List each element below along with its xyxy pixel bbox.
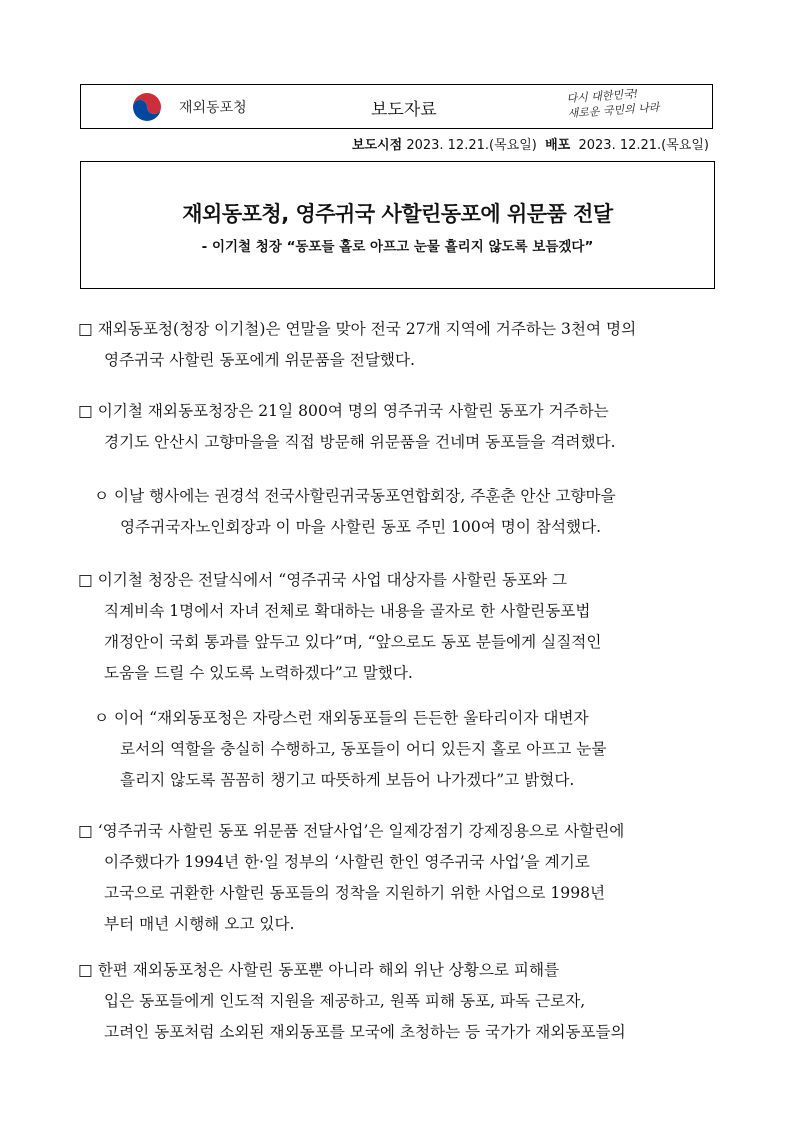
paragraph-line: 고려인 동포처럼 소외된 재외동포를 모국에 초청하는 등 국가가 재외동포들의 (104, 1023, 626, 1041)
paragraph-7 (78, 955, 718, 1048)
org-name: 재외동포청 (179, 100, 247, 116)
paragraph-line: ㅇ 이날 행사에는 권경석 전국사할린귀국동포연합회장, 주훈춘 안산 고향마을 (94, 487, 616, 505)
release-label: 보도시점 (351, 138, 403, 153)
paragraph-2 (78, 396, 718, 458)
paragraph-1 (78, 314, 718, 376)
paragraph-line: □ ‘영주귀국 사할린 동포 위문품 전달사업’은 일제강점기 강제징용으로 사할린에 (78, 822, 625, 840)
release-dates (352, 134, 709, 153)
paragraph-line: 직계비속 1명에서 자녀 전체로 확대하는 내용을 골자로 한 사할린동포법 (104, 602, 591, 620)
paragraph-line: □ 한편 재외동포청은 사할린 동포뿐 아니라 해외 위난 상황으로 피해를 (78, 961, 560, 979)
page-title: 재외동포청, 영주귀국 사할린동포에 위문품 전달 (182, 202, 613, 226)
paragraph-line: 개정안이 국회 통과를 앞두고 있다”며, “앞으로도 동포 분들에게 실질적인 (104, 633, 602, 651)
paragraph-line: 경기도 안산시 고향마을을 직접 방문해 위문품을 건네며 동포들을 격려했다. (104, 433, 616, 451)
dist-label: 배포 (545, 138, 571, 153)
dist-value: 2023. 12.21.(목요일) (578, 138, 709, 153)
release-value: 2023. 12.21.(목요일) (406, 138, 537, 153)
paragraph-line: 도움을 드릴 수 있도록 노력하겠다”고 말했다. (104, 664, 413, 682)
slogan (566, 85, 660, 121)
paragraph-line: 영주귀국 사할린 동포에게 위문품을 전달했다. (104, 351, 415, 369)
doc-type: 보도자료 (371, 100, 437, 120)
paragraph-line: □ 이기철 재외동포청장은 21일 800여 명의 영주귀국 사할린 동포가 거주하는 (78, 402, 609, 420)
slogan-line-2: 새로운 국민의 나라 (567, 100, 660, 121)
header-box (80, 84, 713, 129)
paragraph-line: □ 이기철 청장은 전달식에서 “영주귀국 사업 대상자를 사할린 동포와 그 (78, 571, 568, 589)
paragraph-line: ㅇ 이어 “재외동포청은 자랑스런 재외동포들의 든든한 울타리이자 대변자 (94, 709, 589, 727)
paragraph-line: □ 재외동포청(청장 이기철)은 연말을 맞아 전국 27개 지역에 거주하는 3천여 명의 (78, 320, 637, 338)
paragraph-5 (94, 703, 718, 796)
paragraph-line: 이주했다가 1994년 한·일 정부의 ‘사할린 한인 영주귀국 사업’을 계기로 (104, 853, 590, 871)
paragraph-line: 부터 매년 시행해 오고 있다. (104, 915, 295, 933)
paragraph-line: 입은 동포들에게 인도적 지원을 제공하고, 원폭 피해 동포, 파독 근로자, (104, 992, 586, 1010)
government-logo-icon (129, 93, 165, 121)
slogan-line-1: 다시 대한민국! (566, 87, 639, 106)
paragraph-3 (94, 481, 718, 543)
paragraph-line: 고국으로 귀환한 사할린 동포들의 정착을 지원하기 위한 사업으로 1998년 (104, 884, 606, 902)
page-subtitle: - 이기철 청장 “동포들 홀로 아프고 눈물 흘리지 않도록 보듬겠다” (201, 239, 594, 255)
paragraph-line: 흘리지 않도록 꼼꼼히 챙기고 따뜻하게 보듬어 나가겠다”고 밝혔다. (120, 771, 575, 789)
paragraph-line: 영주귀국자노인회장과 이 마을 사할린 동포 주민 100여 명이 참석했다. (120, 518, 602, 536)
paragraph-line: 로서의 역할을 충실히 수행하고, 동포들이 어디 있든지 홀로 아프고 눈물 (120, 740, 607, 758)
title-box (80, 161, 715, 289)
paragraph-6 (78, 816, 718, 940)
paragraph-4 (78, 565, 718, 689)
